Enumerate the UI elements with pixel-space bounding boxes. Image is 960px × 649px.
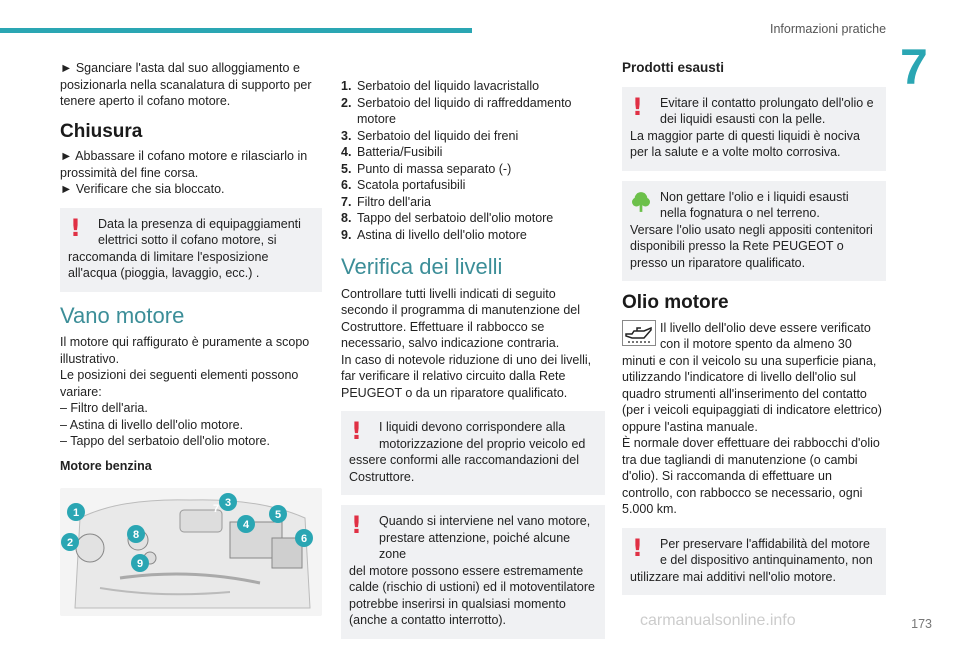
prodotti-heading: Prodotti esausti (622, 60, 725, 75)
callout-9: 9 (136, 558, 144, 570)
section-title: Informazioni pratiche (770, 22, 887, 36)
vano-item-3: – Tappo del serbatoio dell'olio motore. (60, 434, 270, 448)
list-item: 6. Scatola portafusibili (341, 178, 466, 192)
column-left (60, 60, 322, 616)
callout-2: 2 (66, 537, 74, 549)
warning-exclamation-icon: ! (632, 92, 643, 121)
header-accent-bar (0, 28, 472, 33)
warning-exclamation-icon: ! (70, 213, 81, 242)
column-middle (341, 60, 605, 649)
callout-7: 7 (212, 503, 220, 515)
chapter-number: 7 (900, 39, 928, 95)
warning-exclamation-icon: ! (351, 417, 362, 445)
watermark: carmanualsonline.info (640, 612, 796, 629)
page-number: 173 (911, 617, 932, 631)
vano-text-2: Le posizioni dei seguenti elementi possono variare: (60, 368, 299, 399)
warning-exclamation-icon: ! (351, 511, 362, 539)
engine-label: Motore benzina (60, 458, 152, 473)
list-item: 7. Filtro dell'aria (341, 194, 431, 209)
oil-can-icon (622, 320, 656, 346)
vano-item-1: – Filtro dell'aria. (60, 401, 148, 415)
warning-hot-engine: ! Quando si interviene nel vano motore, prestare attenzione, poiché alcune zone del motore possono essere estremamente calde (rischio di ustioni) ed il motoventilatore potrebbe inserirsi in qualsiasi momento (anche a contatto interrotto). (341, 505, 605, 639)
vano-text-1: Il motore qui raffigurato è puramente a scopo illustrativo. (60, 335, 310, 366)
verifica-heading: Verifica dei livelli (341, 254, 503, 279)
eco-note: Non gettare l'olio e i liquidi esausti nella fognatura o nel terreno. Versare l'olio usato negli appositi contenitori disponibili presso la Rete PEUGEOT o presso un riparatore qualificato. (622, 181, 886, 282)
warning-skin-contact: ! Evitare il contatto prolungato dell'olio e dei liquidi esausti con la pelle. La maggior parte di questi liquidi è nociva per la salute e a volte molto corrosiva. (622, 87, 886, 171)
warning-additives: ! Per preservare l'affidabilità del motore e del dispositivo antinquinamento, non utilizzare mai additivi nell'olio motore. (622, 528, 886, 596)
list-item: 4. Batteria/Fusibili (341, 145, 443, 159)
eco-tree-icon (632, 191, 650, 213)
list-item: 5. Punto di massa separato (-) (341, 161, 512, 176)
warning-exclamation-icon: ! (632, 533, 643, 562)
chiusura-heading: Chiusura (60, 120, 143, 142)
warning-electrical: ! Data la presenza di equipaggiamenti elettrici sotto il cofano motore, si raccomanda di limitare l'esposizione all'acqua (pioggia, lavaggio, ecc.) . (60, 208, 322, 292)
open-hood-step: ► Sganciare l'asta dal suo alloggiamento e posizionarla nella scanalatura di supporto per tenere aperto il cofano motore. (60, 61, 312, 108)
callout-8: 8 (132, 529, 140, 541)
chiusura-step-1: ► Abbassare il cofano motore e rilasciarlo in prossimità del fine corsa. (60, 149, 308, 180)
callout-3: 3 (224, 497, 232, 509)
column-right (622, 60, 886, 605)
vano-motore-heading: Vano motore (60, 302, 185, 328)
olio-heading: Olio motore (622, 292, 729, 313)
callout-5: 5 (274, 509, 282, 521)
warning-fluids: ! I liquidi devono corrispondere alla motorizzazione del proprio veicolo ed essere conformi alle raccomandazioni del Costruttore. (341, 411, 605, 495)
chiusura-step-2: ► Verificare che sia bloccato. (60, 182, 225, 196)
vano-item-2: – Astina di livello dell'olio motore. (60, 417, 244, 432)
callout-1: 1 (72, 507, 80, 519)
list-item: 1. Serbatoio del liquido lavacristallo (341, 79, 540, 93)
list-item: 9. Astina di livello dell'olio motore (341, 227, 527, 242)
list-item: 2. Serbatoio del liquido di raffreddamento motore (341, 95, 572, 126)
callout-6: 6 (300, 533, 308, 545)
list-item: 3. Serbatoio del liquido dei freni (341, 128, 519, 143)
callout-4: 4 (242, 519, 250, 531)
list-item: 8. Tappo del serbatoio dell'olio motore (341, 211, 554, 225)
olio-text: Il livello dell'olio deve essere verificato con il motore spento da almeno 30 minuti e con il veicolo su una superficie piana, utilizzando l'indicatore di livello dell'olio sul quadro strumenti all'inserimento del contatto (per i veicoli equipaggiati di indicatore elettrico) oppure l'astina manuale. È normale dover effettuare dei rabbocchi d'olio tra due tagliandi di manutenzione (o cambi d'olio). Si raccomanda di effettuare un controllo, con rabbocco se necessario, ogni 5.000 km. (622, 320, 882, 516)
engine-bay-illustration (60, 488, 322, 616)
engine-components-list (341, 78, 605, 243)
verifica-text: Controllare tutti livelli indicati di seguito secondo il programma di manutenzione del Costruttore. Effettuare il rabbocco se necessario, salvo indicazione contraria. In caso di notevole riduzione di uno dei livelli, far verificare il relativo circuito dalla Rete PEUGEOT o da un riparatore qualificato. (341, 286, 592, 400)
callout-layer (60, 488, 322, 616)
